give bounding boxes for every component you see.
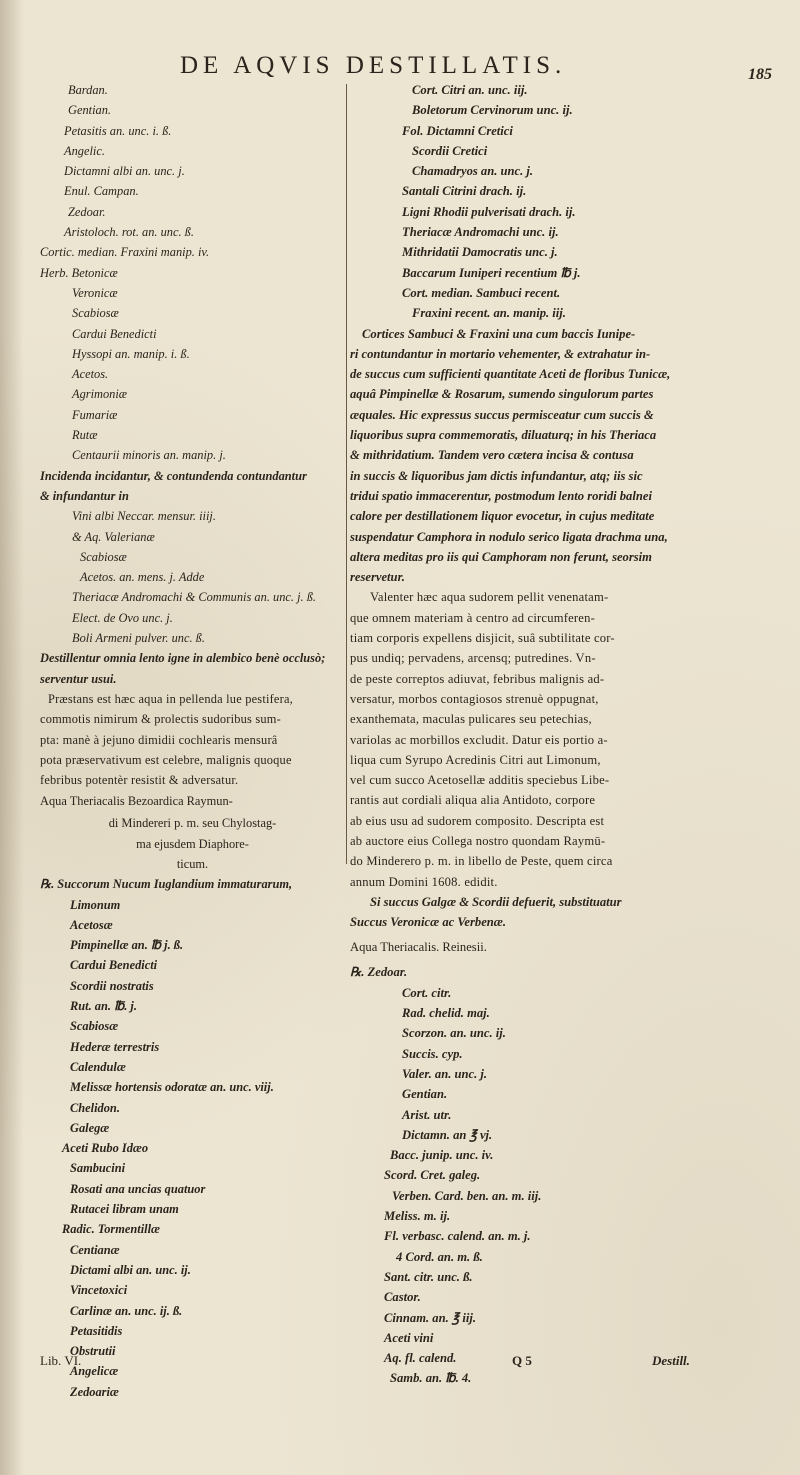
left-column-line-18: Centaurii minoris an. manip. j. (72, 448, 226, 463)
right-column-line-48: Valer. an. unc. j. (402, 1066, 488, 1081)
right-column-line-24: reservetur. (350, 570, 405, 585)
right-column-line-41: Succus Veronicæ ac Verbenæ. (350, 915, 507, 930)
left-column-line-46: Scabiosæ (70, 1019, 119, 1034)
left-column-line-23: Scabiosæ (80, 549, 127, 564)
right-column-line-51: Dictamn. an ℥ vj. (402, 1127, 493, 1142)
left-column-line-5: Enul. Campan. (64, 184, 139, 199)
left-column-line-9: Herb. Betonicæ (40, 265, 118, 280)
left-column-line-2: Petasitis an. unc. i. ß. (64, 123, 172, 138)
right-column-line-57: 4 Cord. an. m. ß. (396, 1249, 483, 1264)
left-column-line-53: Sambucini (70, 1161, 126, 1176)
right-column-line-12: Cortices Sambuci & Fraxini una cum baccis Iunipe- (362, 326, 636, 341)
left-column-line-27: Boli Armeni pulver. unc. ß. (72, 631, 205, 646)
right-column-line-20: tridui spatio immacerentur, postmodum lento roridi balnei (350, 488, 652, 503)
left-column-line-1: Gentian. (68, 103, 112, 118)
left-column-line-16: Fumariæ (72, 407, 118, 422)
left-column-line-22: & Aq. Valerianæ (72, 529, 155, 544)
left-column-line-39: ℞. Succorum Nucum Iuglandium immaturarum, (40, 877, 293, 892)
right-column-line-61: Aceti vini (384, 1330, 434, 1345)
right-column-line-2: Fol. Dictamni Cretici (402, 123, 513, 138)
left-column-line-29: serventur usui. (40, 671, 117, 686)
right-column-line-55: Meliss. m. ij. (384, 1209, 451, 1224)
left-column-line-40: Limonum (70, 897, 121, 912)
right-column-line-37: ab auctore eius Collega nostro quondam Raymū- (350, 833, 606, 848)
left-column-line-13: Hyssopi an. manip. i. ß. (72, 346, 190, 361)
left-column-line-28: Destillentur omnia lento igne in alembico benè occlusò; (40, 651, 326, 666)
right-column-line-15: aquâ Pimpinellæ & Rosarum, sumendo singulorum partes (350, 387, 654, 402)
left-column-line-15: Agrimoniæ (72, 387, 128, 402)
left-column-line-57: Centianæ (70, 1242, 120, 1257)
left-column-line-45: Rut. an. ℔. j. (70, 999, 137, 1014)
left-column-line-59: Vincetoxici (70, 1283, 128, 1298)
right-column-line-17: liquoribus supra commemoratis, diluaturq; in his Theriaca (350, 428, 657, 443)
left-column-line-54: Rosati ana uncias quatuor (70, 1181, 206, 1196)
left-column-line-32: pta: manè à jejuno dimidii cochlearis mensurâ (40, 732, 278, 747)
left-column-line-64: Zedoariæ (70, 1384, 119, 1399)
right-column-line-5: Santali Citrini drach. ij. (402, 184, 527, 199)
left-column-line-36: di Mindereri p. m. seu Chylostag- (108, 816, 277, 831)
column-divider (346, 84, 347, 864)
right-column-line-1: Boletorum Cervinorum unc. ij. (412, 103, 573, 118)
right-column-line-50: Arist. utr. (402, 1107, 452, 1122)
left-column-line-61: Petasitidis (70, 1323, 123, 1338)
left-column-line-26: Elect. de Ovo unc. j. (72, 610, 173, 625)
right-column-line-33: liqua cum Syrupo Acredinis Citri aut Limonum, (350, 752, 601, 767)
right-column-line-49: Gentian. (402, 1087, 448, 1102)
right-column-line-43: ℞. Zedoar. (350, 965, 408, 980)
left-column-line-20: & infundantur in (40, 488, 129, 503)
right-column-line-7: Theriacæ Andromachi unc. ij. (402, 225, 559, 240)
left-column-line-47: Hederæ terrestris (70, 1039, 160, 1054)
right-column-line-29: de peste correptos adiuvat, febribus malignis ad- (350, 671, 605, 686)
right-column-line-62: Aq. fl. calend. (384, 1351, 457, 1366)
right-column-line-32: variolas ac morbillos excludit. Datur eis portio a- (350, 732, 608, 747)
left-column-line-35: Aqua Theriacalis Bezoardica Raymun- (40, 794, 233, 809)
right-column-line-31: exanthemata, maculas pulicares seu petechias, (350, 712, 592, 727)
left-column-line-43: Cardui Benedicti (70, 958, 158, 973)
catchword: Destill. (652, 1353, 690, 1368)
left-column-line-52: Aceti Rubo Idæo (62, 1141, 149, 1156)
right-column-line-47: Succis. cyp. (402, 1046, 463, 1061)
right-column-line-63: Samb. an. ℔. 4. (390, 1371, 472, 1386)
left-column-line-10: Veronicæ (72, 285, 118, 300)
right-column-line-26: que omnem materiam à centro ad circumferen- (350, 610, 595, 625)
left-column-line-58: Dictami albi an. unc. ij. (70, 1262, 191, 1277)
right-column-line-23: altera meditas pro iis qui Camphoram non ferunt, seorsim (350, 549, 652, 564)
page-number: 185 (748, 66, 772, 83)
right-column-line-60: Cinnam. an. ℥ iij. (384, 1310, 476, 1325)
right-column-line-46: Scorzon. an. unc. ij. (402, 1026, 506, 1041)
left-column-line-60: Carlinæ an. unc. ij. ß. (70, 1303, 183, 1318)
left-column-line-55: Rutacei libram unam (70, 1202, 179, 1217)
left-column-line-3: Angelic. (64, 143, 105, 158)
left-column-line-30: Præstans est hæc aqua in pellenda lue pestifera, (48, 691, 293, 706)
right-column-line-35: rantis aut cordiali aliqua alia Antidoto, corpore (350, 793, 596, 808)
right-column (350, 80, 775, 1389)
right-column-line-6: Ligni Rhodii pulverisati drach. ij. (402, 204, 576, 219)
right-column-line-4: Chamadryos an. unc. j. (412, 164, 534, 179)
right-column-line-13: ri contundantur in mortario vehementer, & extrahatur in- (350, 346, 651, 361)
right-column-line-42: Aqua Theriacalis. Reinesii. (350, 940, 487, 955)
left-column-line-42: Pimpinellæ an. ℔ j. ß. (70, 938, 184, 953)
left-column-line-12: Cardui Benedicti (72, 326, 157, 341)
right-column-line-18: & mithridatium. Tandem vero cætera incisa & contusa (350, 448, 634, 463)
right-column-line-38: do Minderero p. m. in libello de Peste, quem circa (350, 854, 613, 869)
right-column-line-14: de succus cum sufficienti quantitate Aceti de floribus Tunicæ, (350, 367, 671, 382)
left-column-line-37: ma ejusdem Diaphore- (136, 836, 249, 851)
signature-mark: Q 5 (512, 1353, 532, 1368)
left-column-line-62: Obstrutii (70, 1344, 116, 1359)
left-column-line-50: Chelidon. (70, 1100, 120, 1115)
right-column-line-45: Rad. chelid. maj. (402, 1006, 490, 1021)
left-column-line-14: Acetos. (72, 367, 109, 382)
right-column-line-28: pus undiq; pervadens, arcensq; putredines. Vn- (350, 651, 596, 666)
right-column-line-10: Cort. median. Sambuci recent. (402, 285, 561, 300)
left-column-line-63: Angelicæ (70, 1364, 119, 1379)
right-column-line-39: annum Domini 1608. edidit. (350, 874, 498, 889)
left-column-line-44: Scordii nostratis (70, 978, 154, 993)
left-column-line-6: Zedoar. (68, 204, 106, 219)
left-column-line-33: pota præservativum est celebre, malignis quoque (40, 752, 292, 767)
left-column-line-51: Galegæ (70, 1120, 110, 1135)
right-column-line-52: Bacc. junip. unc. iv. (390, 1148, 494, 1163)
left-column-line-48: Calendulæ (70, 1059, 126, 1074)
right-column-line-16: æquales. Hic expressus succus permisceatur cum succis & (350, 407, 654, 422)
left-column-line-21: Vini albi Neccar. mensur. iiij. (72, 509, 216, 524)
left-column-line-49: Melissæ hortensis odoratæ an. unc. viij. (70, 1080, 274, 1095)
left-column-line-41: Acetosæ (70, 917, 113, 932)
right-column-line-22: suspendatur Camphora in nodulo serico ligata drachma una, (350, 529, 668, 544)
right-column-line-40: Si succus Galgæ & Scordii defuerit, substituatur (370, 894, 622, 909)
right-column-line-30: versatur, morbos contagiosos strenuè oppugnat, (350, 691, 599, 706)
left-column-line-19: Incidenda incidantur, & contundenda contundantur (40, 468, 307, 483)
left-column (40, 80, 345, 1402)
left-column-line-17: Rutæ (72, 428, 98, 443)
left-column-line-0: Bardan. (68, 83, 108, 97)
right-column-line-58: Sant. citr. unc. ß. (384, 1269, 473, 1284)
left-column-line-8: Cortic. median. Fraxini manip. iv. (40, 245, 210, 260)
left-column-line-56: Radic. Tormentillæ (62, 1222, 160, 1237)
left-column-line-38: ticum. (176, 856, 209, 871)
right-column-line-25: Valenter hæc aqua sudorem pellit venenatam- (370, 590, 609, 605)
right-column-line-8: Mithridatii Damocratis unc. j. (402, 245, 558, 260)
right-column-line-19: in succis & liquoribus jam dictis infundantur, atq; iis sic (350, 468, 643, 483)
right-column-line-27: tiam corporis expellens disjicit, suâ subtilitate cor- (350, 631, 615, 646)
right-column-line-44: Cort. citr. (402, 985, 452, 1000)
right-column-line-54: Verben. Card. ben. an. m. iij. (392, 1188, 542, 1203)
running-head: DE AQVIS DESTILLATIS. (180, 52, 567, 79)
right-column-line-34: vel cum succo Acetosellæ additis speciebus Libe- (350, 773, 610, 788)
right-column-line-59: Castor. (384, 1290, 421, 1305)
right-column-line-53: Scord. Cret. galeg. (384, 1168, 481, 1183)
left-column-line-34: febribus potentèr resistit & adversatur. (40, 773, 239, 788)
signature-mark-book: Lib. VI. (40, 1353, 82, 1368)
gutter-shadow (0, 0, 24, 1475)
right-column-line-11: Fraxini recent. an. manip. iij. (412, 306, 566, 321)
right-column-line-21: calore per destillationem liquor evocetur, in cujus meditate (350, 509, 655, 524)
right-column-line-36: ab eius usu ad sudorem composito. Descripta est (350, 813, 605, 828)
left-column-line-24: Acetos. an. mens. j. Adde (80, 570, 205, 585)
left-column-line-4: Dictamni albi an. unc. j. (64, 164, 185, 179)
right-column-line-3: Scordii Cretici (412, 143, 488, 158)
right-column-line-56: Fl. verbasc. calend. an. m. j. (384, 1229, 531, 1244)
right-column-line-9: Baccarum Iuniperi recentium ℔ j. (402, 265, 581, 280)
left-column-line-11: Scabiosæ (72, 306, 119, 321)
right-column-line-0: Cort. Citri an. unc. iij. (412, 83, 528, 97)
left-column-line-7: Aristoloch. rot. an. unc. ß. (64, 225, 194, 240)
left-column-line-25: Theriacæ Andromachi & Communis an. unc. j. ß. (72, 590, 317, 605)
left-column-line-31: commotis nimirum & prolectis sudoribus sum- (40, 712, 281, 727)
